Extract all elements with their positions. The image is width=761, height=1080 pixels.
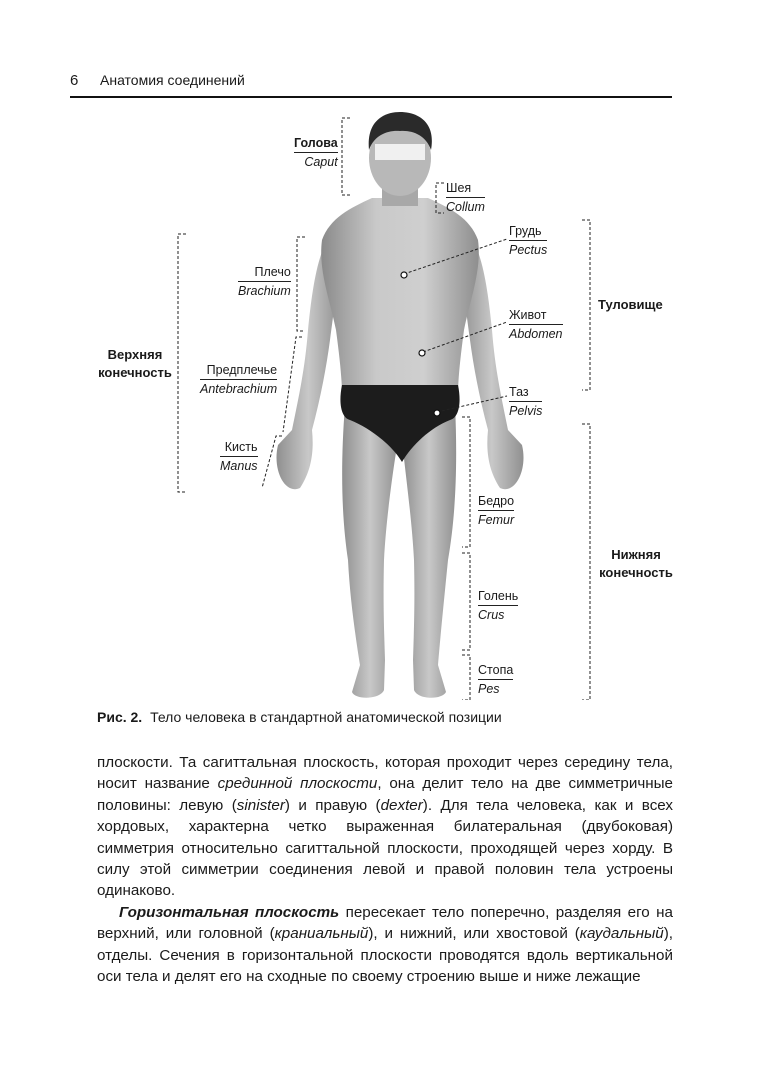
group-upper-limb-line2: конечность xyxy=(98,365,172,380)
p2-text-b: пересекает тело поперечно, разделяя его на верхний, или головной ( xyxy=(97,903,673,943)
p2-text-f: ), отделы. Сечения в горизонтальной плоскости проводятся вдоль вертикальной оси тела и делят его на сходные по своему строению выше и ниже лежащие xyxy=(97,925,673,986)
label-neck-la: Collum xyxy=(446,197,485,216)
label-shin xyxy=(478,587,518,624)
label-chest-la: Pectus xyxy=(509,240,547,259)
label-forearm-ru: Предплечье xyxy=(206,363,278,377)
paragraph-1 xyxy=(97,752,673,902)
label-head-ru: Голова xyxy=(294,136,338,150)
p2-term-horizontal-plane: Горизонтальная плоскость xyxy=(119,903,340,921)
dot-belly xyxy=(419,350,425,356)
bracket-lower-limb xyxy=(582,424,590,700)
bracket-head xyxy=(342,118,350,195)
label-arm xyxy=(238,263,291,300)
group-lower-limb-line1: Нижняя xyxy=(611,547,661,562)
label-foot-ru: Стопа xyxy=(478,663,514,677)
page-number: 6 xyxy=(70,72,79,89)
bracket-shin xyxy=(462,553,470,650)
bracket-thigh xyxy=(462,417,470,547)
dot-pelvis xyxy=(434,410,440,416)
group-upper-limb xyxy=(96,346,174,382)
label-thigh xyxy=(478,492,514,529)
p1-term-sinister: sinister xyxy=(236,796,285,814)
label-belly-la: Abdomen xyxy=(509,324,563,343)
group-trunk xyxy=(598,296,663,314)
running-title: Анатомия соединений xyxy=(100,72,245,88)
label-neck xyxy=(446,179,485,216)
label-foot-la: Pes xyxy=(478,679,513,698)
label-thigh-ru: Бедро xyxy=(478,494,515,508)
figure-caption xyxy=(97,709,502,725)
label-belly-ru: Живот xyxy=(509,308,547,322)
bracket-trunk xyxy=(582,220,590,390)
label-head-la: Caput xyxy=(294,152,338,171)
p2-term-cranial: краниальный xyxy=(274,925,369,943)
paragraph-2 xyxy=(97,902,673,988)
label-hand-la: Manus xyxy=(220,456,258,475)
label-foot xyxy=(478,661,513,698)
label-forearm xyxy=(200,361,277,398)
label-shin-ru: Голень xyxy=(478,589,519,603)
group-lower-limb xyxy=(597,546,675,582)
group-trunk-label: Туловище xyxy=(598,297,663,312)
torso xyxy=(321,198,479,395)
label-neck-ru: Шея xyxy=(446,181,472,195)
label-shin-la: Crus xyxy=(478,605,518,624)
label-hand xyxy=(220,438,258,475)
group-lower-limb-line2: конечность xyxy=(599,565,673,580)
body-text xyxy=(97,752,673,987)
dot-chest xyxy=(401,272,407,278)
bracket-upper-limb xyxy=(178,234,186,492)
label-pelvis-la: Pelvis xyxy=(509,401,542,420)
left-leg xyxy=(342,405,398,698)
label-arm-ru: Плечо xyxy=(254,265,291,279)
caption-label: Рис. 2. xyxy=(97,709,143,725)
p1-text-c: , она делит тело на две симметричные половины: левую ( xyxy=(97,775,673,814)
p1-term-median-plane: срединной плоскости xyxy=(217,775,378,793)
caption-text: Тело человека в стандартной анатомической позиции xyxy=(150,709,502,725)
eye-mask xyxy=(375,144,425,160)
label-chest-ru: Грудь xyxy=(509,224,542,238)
p1-text-a: плоскости. Та сагиттальная плоскость, которая проходит через середину тела, носит название xyxy=(97,754,673,793)
group-upper-limb-line1: Верхняя xyxy=(107,347,163,362)
bracket-arm xyxy=(297,237,305,331)
p1-text-g: ). Для тела человека, как и всех хордовых, характерна четко выраженная билатеральная (двубоковая) симметрия относительно сагиттальной плоскости, проходящей через хорду. В силу этой симметрии соединения левой и правой половин тела устроены одинаково. xyxy=(97,796,674,900)
bracket-foot xyxy=(462,655,470,700)
label-forearm-la: Antebrachium xyxy=(200,379,277,398)
label-thigh-la: Femur xyxy=(478,510,514,529)
p1-term-dexter: dexter xyxy=(380,796,423,814)
label-head xyxy=(294,134,338,171)
label-pelvis xyxy=(509,383,542,420)
label-hand-ru: Кисть xyxy=(224,440,258,454)
label-pelvis-ru: Таз xyxy=(509,385,529,399)
label-arm-la: Brachium xyxy=(238,281,291,300)
label-chest xyxy=(509,222,547,259)
p2-term-caudal: каудальный xyxy=(579,925,664,943)
p2-text-d: ), и нижний, или хвостовой ( xyxy=(368,925,580,943)
p1-text-e: ) и правую ( xyxy=(284,796,381,814)
label-belly xyxy=(509,306,563,343)
